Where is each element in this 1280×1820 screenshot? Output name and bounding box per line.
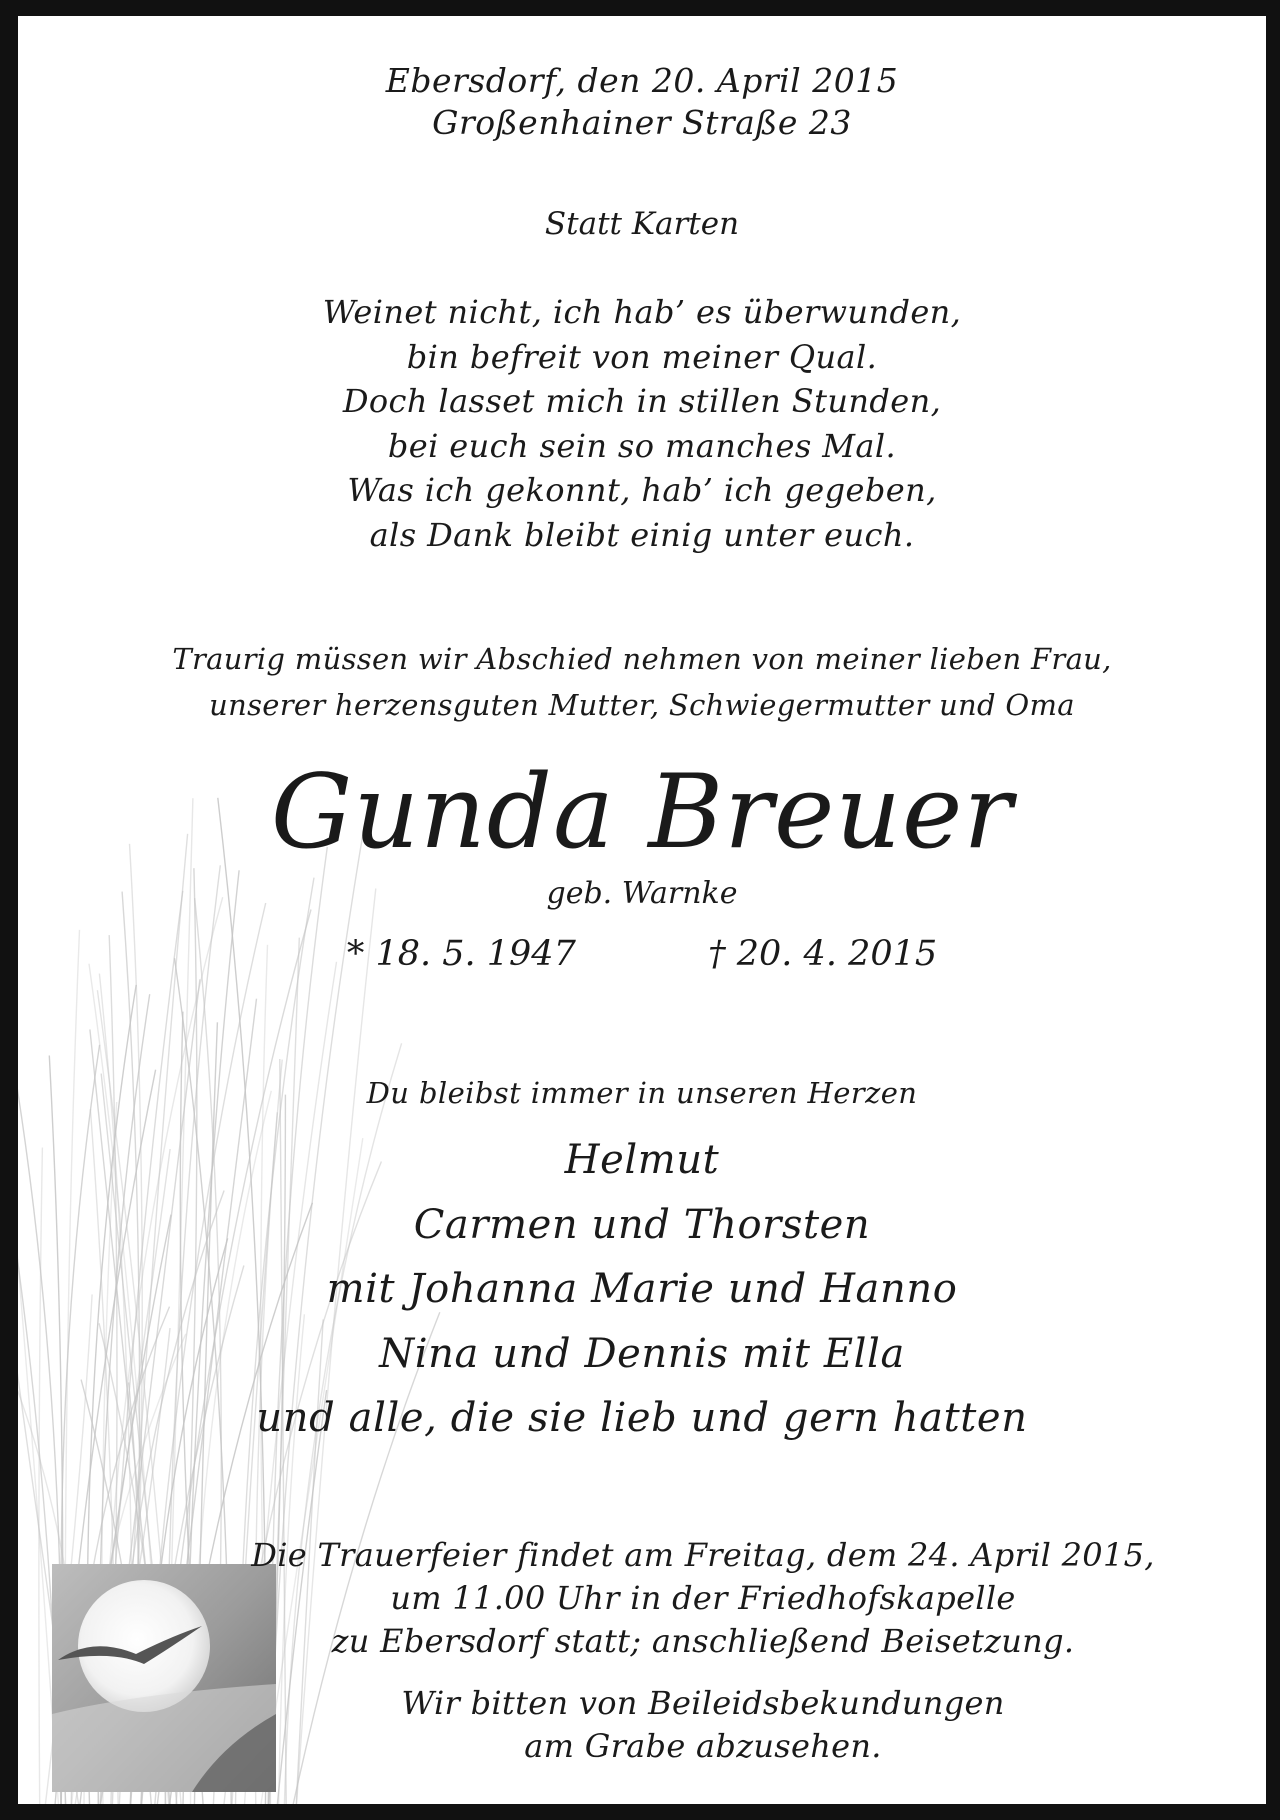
maiden-name: geb. Warnke xyxy=(546,876,738,911)
ceremony-line: Die Trauerfeier findet am Freitag, dem 24. April 2015, xyxy=(251,1536,1155,1574)
header xyxy=(18,60,1266,144)
poem xyxy=(18,290,1266,558)
deceased-name: Gunda Breuer xyxy=(270,753,1014,872)
address: Großenhainer Straße 23 xyxy=(432,103,852,142)
birth-date: * 18. 5. 1947 xyxy=(346,934,576,974)
family-line: Carmen und Thorsten xyxy=(413,1201,871,1248)
family-list xyxy=(18,1128,1266,1451)
poem-line: Doch lasset mich in stillen Stunden, xyxy=(342,382,942,421)
ceremony-line: um 11.00 Uhr in der Friedhofskapelle xyxy=(390,1579,1016,1617)
ceremony-line: zu Ebersdorf statt; anschließend Beisetzung. xyxy=(331,1622,1075,1660)
condolence-request xyxy=(198,1682,1208,1768)
request-line: am Grabe abzusehen. xyxy=(524,1727,882,1765)
family-line: mit Johanna Marie und Hanno xyxy=(326,1266,958,1312)
intro-line: unserer herzensguten Mutter, Schwiegermutter und Oma xyxy=(209,688,1075,722)
family-line: Nina und Dennis mit Ella xyxy=(379,1330,905,1377)
statt-karten: Statt Karten xyxy=(544,206,740,242)
ceremony-info xyxy=(198,1534,1208,1663)
request-line: Wir bitten von Beileidsbekundungen xyxy=(401,1684,1005,1722)
family-line: Helmut xyxy=(564,1137,720,1183)
poem-line: bei euch sein so manches Mal. xyxy=(387,426,897,465)
intro xyxy=(18,636,1266,728)
poem-line: bin befreit von meiner Qual. xyxy=(406,337,878,376)
family-line: und alle, die sie lieb und gern hatten xyxy=(256,1395,1028,1441)
poem-line: als Dank bleibt einig unter euch. xyxy=(369,515,915,554)
life-dates xyxy=(18,934,1266,974)
intro-line: Traurig müssen wir Abschied nehmen von meiner lieben Frau, xyxy=(172,642,1112,676)
poem-line: Weinet nicht, ich hab’ es überwunden, xyxy=(322,293,962,331)
motto: Du bleibst immer in unseren Herzen xyxy=(366,1076,918,1110)
place-date: Ebersdorf, den 20. April 2015 xyxy=(385,61,899,100)
poem-line: Was ich gekonnt, hab’ ich gegeben, xyxy=(347,471,937,510)
death-date: † 20. 4. 2015 xyxy=(708,934,938,974)
